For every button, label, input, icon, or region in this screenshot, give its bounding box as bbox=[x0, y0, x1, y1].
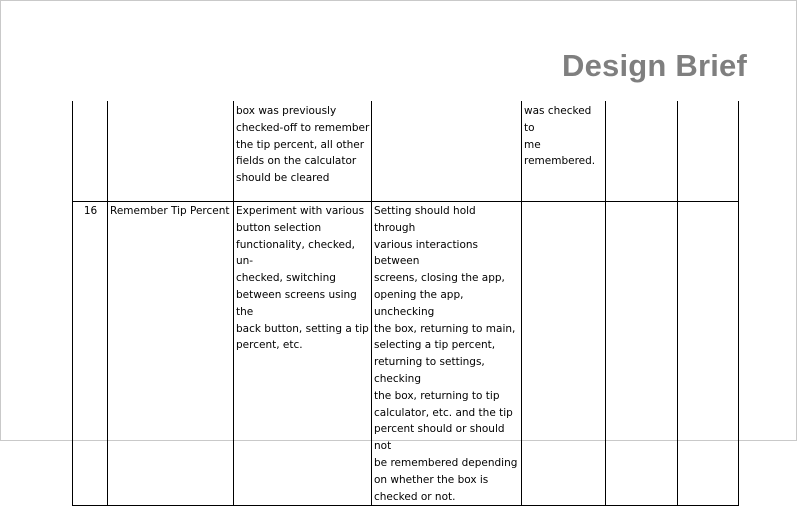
empty-cell bbox=[678, 101, 739, 202]
table-row bbox=[73, 202, 739, 506]
row-number-cell: 16 bbox=[73, 202, 108, 506]
feature-cell: Remember Tip Percent bbox=[108, 202, 234, 506]
row-number-cell bbox=[73, 101, 108, 202]
feature-cell bbox=[108, 101, 234, 202]
page-header-title: Design Brief bbox=[562, 48, 747, 83]
steps-cell: box was previously checked-off to remember the tip percent, all other fields on the calculator should be cleared bbox=[234, 101, 372, 202]
actual-result-cell bbox=[522, 202, 606, 506]
expected-result-cell: Setting should hold through various interactions between screens, closing the app, opening the app, unchecking the box, returning to main, selecting a tip percent, returning to settings, checking the box, returning to tip calculator, etc. and the tip percent should or should not be remembered depending on whether the box is checked or not. bbox=[372, 202, 522, 506]
expected-result-cell bbox=[372, 101, 522, 202]
empty-cell bbox=[678, 202, 739, 506]
empty-cell bbox=[606, 101, 678, 202]
actual-result-cell: was checked to me remembered. bbox=[522, 101, 606, 202]
test-case-table bbox=[72, 101, 739, 506]
table-row bbox=[73, 101, 739, 202]
empty-cell bbox=[606, 202, 678, 506]
steps-cell: Experiment with various button selection functionality, checked, un- checked, switching between screens using the back button, setting a tip percent, etc. bbox=[234, 202, 372, 506]
